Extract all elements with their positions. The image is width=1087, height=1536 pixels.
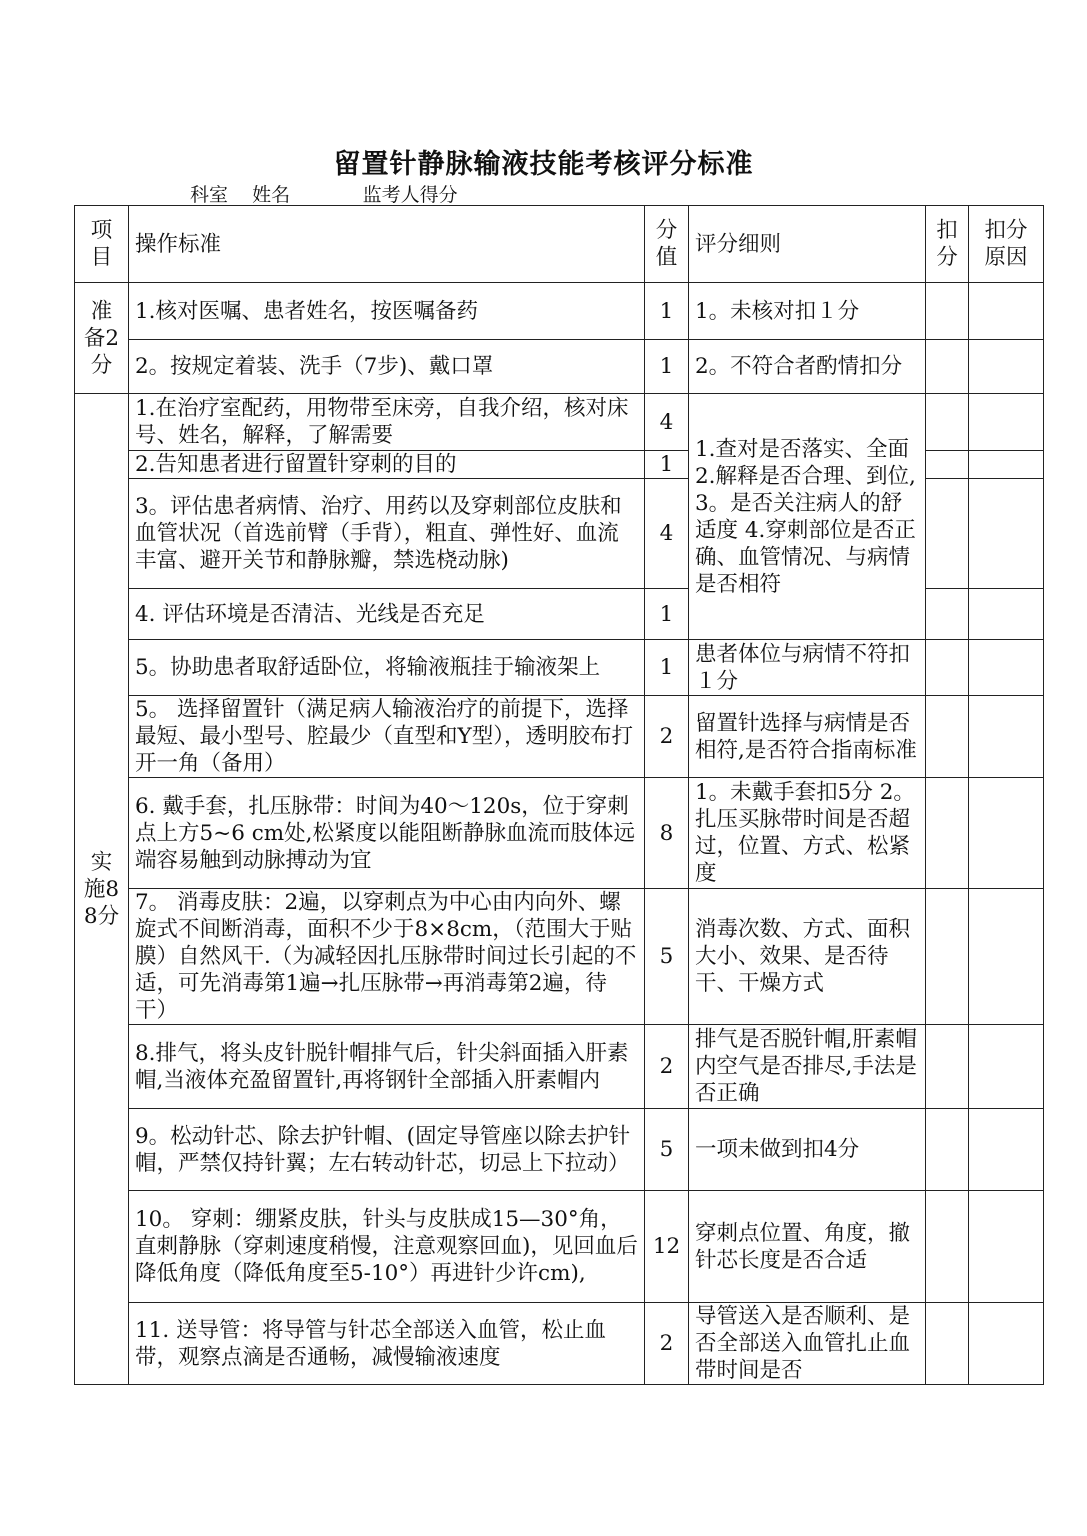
reason-cell[interactable] bbox=[969, 394, 1044, 451]
rule-cell: 1。未核对扣１分 bbox=[689, 283, 926, 340]
reason-cell[interactable] bbox=[969, 1109, 1044, 1191]
rule-cell: 1。未戴手套扣5分 2。扎压买脉带时间是否超过，位置、方式、松紧度 bbox=[689, 778, 926, 889]
rule-cell: 患者体位与病情不符扣１分 bbox=[689, 640, 926, 696]
standard-cell: 3。评估患者病情、治疗、用药以及穿刺部位皮肤和血管状况（首选前臂（手背），粗直、弹性好、血流丰富、避开关节和静脉瓣，禁选桡动脉) bbox=[129, 479, 645, 589]
reason-cell[interactable] bbox=[969, 451, 1044, 479]
table-row bbox=[75, 696, 1044, 778]
deduct-cell[interactable] bbox=[926, 1191, 969, 1303]
deduct-cell[interactable] bbox=[926, 589, 969, 640]
deduct-cell[interactable] bbox=[926, 1025, 969, 1109]
table-row bbox=[75, 394, 1044, 451]
deduct-cell[interactable] bbox=[926, 1303, 969, 1385]
rule-cell: 导管送入是否顺利、是否全部送入血管扎止血带时间是否 bbox=[689, 1303, 926, 1385]
reason-cell[interactable] bbox=[969, 1303, 1044, 1385]
header-reason: 扣分原因 bbox=[969, 206, 1044, 283]
header-standard: 操作标准 bbox=[129, 206, 645, 283]
standard-cell: 5。 选择留置针（满足病人输液治疗的前提下，选择最短、最小型号、腔最少（直型和Y型），透明胶布打开一角（备用） bbox=[129, 696, 645, 778]
deduct-cell[interactable] bbox=[926, 889, 969, 1025]
rule-cell: 消毒次数、方式、面积大小、效果、是否待干、干燥方式 bbox=[689, 889, 926, 1025]
score-cell: 2 bbox=[645, 1303, 689, 1385]
table-row bbox=[75, 340, 1044, 394]
standard-cell: 11. 送导管：将导管与针芯全部送入血管，松止血带，观察点滴是否通畅，减慢输液速度 bbox=[129, 1303, 645, 1385]
reason-cell[interactable] bbox=[969, 283, 1044, 340]
deduct-cell[interactable] bbox=[926, 394, 969, 451]
reason-cell[interactable] bbox=[969, 1025, 1044, 1109]
rule-cell: 排气是否脱针帽,肝素帽内空气是否排尽,手法是否正确 bbox=[689, 1025, 926, 1109]
standard-cell: 9。松动针芯、除去护针帽、(固定导管座以除去护针帽，严禁仅持针翼；左右转动针芯，切忌上下拉动） bbox=[129, 1109, 645, 1191]
table-row bbox=[75, 778, 1044, 889]
standard-cell: 10。 穿刺：绷紧皮肤，针头与皮肤成15—30°角，直刺静脉（穿刺速度稍慢，注意观察回血)，见回血后降低角度（降低角度至5-10°）再进针少许cm), bbox=[129, 1191, 645, 1303]
standard-cell: 1.在治疗室配药，用物带至床旁，自我介绍，核对床号、姓名，解释，了解需要 bbox=[129, 394, 645, 451]
merged-rule-cell: 1.查对是否落实、全面 2.解释是否合理、到位, 3。是否关注病人的舒适度 4.穿刺部位是否正确、血管情况、与病情是否相符 bbox=[689, 394, 926, 640]
category-prep: 准备2分 bbox=[75, 283, 129, 394]
table-row bbox=[75, 1025, 1044, 1109]
standard-cell: 2。按规定着装、洗手（7步)、戴口罩 bbox=[129, 340, 645, 394]
reason-cell[interactable] bbox=[969, 340, 1044, 394]
table-row bbox=[75, 889, 1044, 1025]
header-deduct: 扣分 bbox=[926, 206, 969, 283]
reason-cell[interactable] bbox=[969, 589, 1044, 640]
rule-cell: 穿刺点位置、角度，撤针芯长度是否合适 bbox=[689, 1191, 926, 1303]
rule-cell: 2。不符合者酌情扣分 bbox=[689, 340, 926, 394]
page-title: 留置针静脉输液技能考核评分标准 bbox=[333, 149, 754, 180]
score-cell: 5 bbox=[645, 1109, 689, 1191]
score-cell: 8 bbox=[645, 778, 689, 889]
rule-cell: 留置针选择与病情是否相符,是否符合指南标准 bbox=[689, 696, 926, 778]
standard-cell: 4. 评估环境是否清洁、光线是否充足 bbox=[129, 589, 645, 640]
standard-cell: 2.告知患者进行留置针穿刺的目的 bbox=[129, 451, 645, 479]
reason-cell[interactable] bbox=[969, 889, 1044, 1025]
header-score: 分值 bbox=[645, 206, 689, 283]
table-row bbox=[75, 283, 1044, 340]
standard-cell: 5。协助患者取舒适卧位，将输液瓶挂于输液架上 bbox=[129, 640, 645, 696]
table-row bbox=[75, 1191, 1044, 1303]
standard-cell: 7。 消毒皮肤：2遍，以穿刺点为中心由内向外、螺旋式不间断消毒，面积不少于8×8cm，（范围大于贴膜）自然风干.（为减轻因扎压脉带时间过长引起的不适，可先消毒第1遍→扎压脉带→再消毒第2遍，待干） bbox=[129, 889, 645, 1025]
score-cell: 2 bbox=[645, 696, 689, 778]
table-row bbox=[75, 1303, 1044, 1385]
reason-cell[interactable] bbox=[969, 479, 1044, 589]
scoring-table bbox=[74, 205, 1044, 1385]
score-cell: 12 bbox=[645, 1191, 689, 1303]
reason-cell[interactable] bbox=[969, 640, 1044, 696]
score-cell: 1 bbox=[645, 640, 689, 696]
score-cell: 4 bbox=[645, 479, 689, 589]
header-rule: 评分细则 bbox=[689, 206, 926, 283]
reason-cell[interactable] bbox=[969, 696, 1044, 778]
table-header-row bbox=[75, 206, 1044, 283]
table-row bbox=[75, 1109, 1044, 1191]
deduct-cell[interactable] bbox=[926, 1109, 969, 1191]
deduct-cell[interactable] bbox=[926, 696, 969, 778]
score-cell: 1 bbox=[645, 340, 689, 394]
deduct-cell[interactable] bbox=[926, 479, 969, 589]
standard-cell: 8.排气，将头皮针脱针帽排气后，针尖斜面插入肝素帽,当液体充盈留置针,再将钢针全部插入肝素帽内 bbox=[129, 1025, 645, 1109]
reason-cell[interactable] bbox=[969, 1191, 1044, 1303]
deduct-cell[interactable] bbox=[926, 640, 969, 696]
deduct-cell[interactable] bbox=[926, 340, 969, 394]
score-cell: 1 bbox=[645, 589, 689, 640]
score-cell: 5 bbox=[645, 889, 689, 1025]
deduct-cell[interactable] bbox=[926, 283, 969, 340]
rule-cell: 一项未做到扣4分 bbox=[689, 1109, 926, 1191]
header-item: 项目 bbox=[75, 206, 129, 283]
exam-info-line: 科室 姓名 监考人得分 bbox=[190, 184, 458, 206]
reason-cell[interactable] bbox=[969, 778, 1044, 889]
deduct-cell[interactable] bbox=[926, 778, 969, 889]
deduct-cell[interactable] bbox=[926, 451, 969, 479]
score-cell: 2 bbox=[645, 1025, 689, 1109]
category-impl: 实施88分 bbox=[75, 394, 129, 1385]
score-cell: 1 bbox=[645, 283, 689, 340]
score-cell: 1 bbox=[645, 451, 689, 479]
standard-cell: 1.核对医嘱、患者姓名，按医嘱备药 bbox=[129, 283, 645, 340]
table-row bbox=[75, 640, 1044, 696]
score-cell: 4 bbox=[645, 394, 689, 451]
standard-cell: 6. 戴手套，扎压脉带：时间为40～120s，位于穿刺点上方5~6 cm处,松紧度以能阻断静脉血流而肢体远端容易触到动脉搏动为宜 bbox=[129, 778, 645, 889]
